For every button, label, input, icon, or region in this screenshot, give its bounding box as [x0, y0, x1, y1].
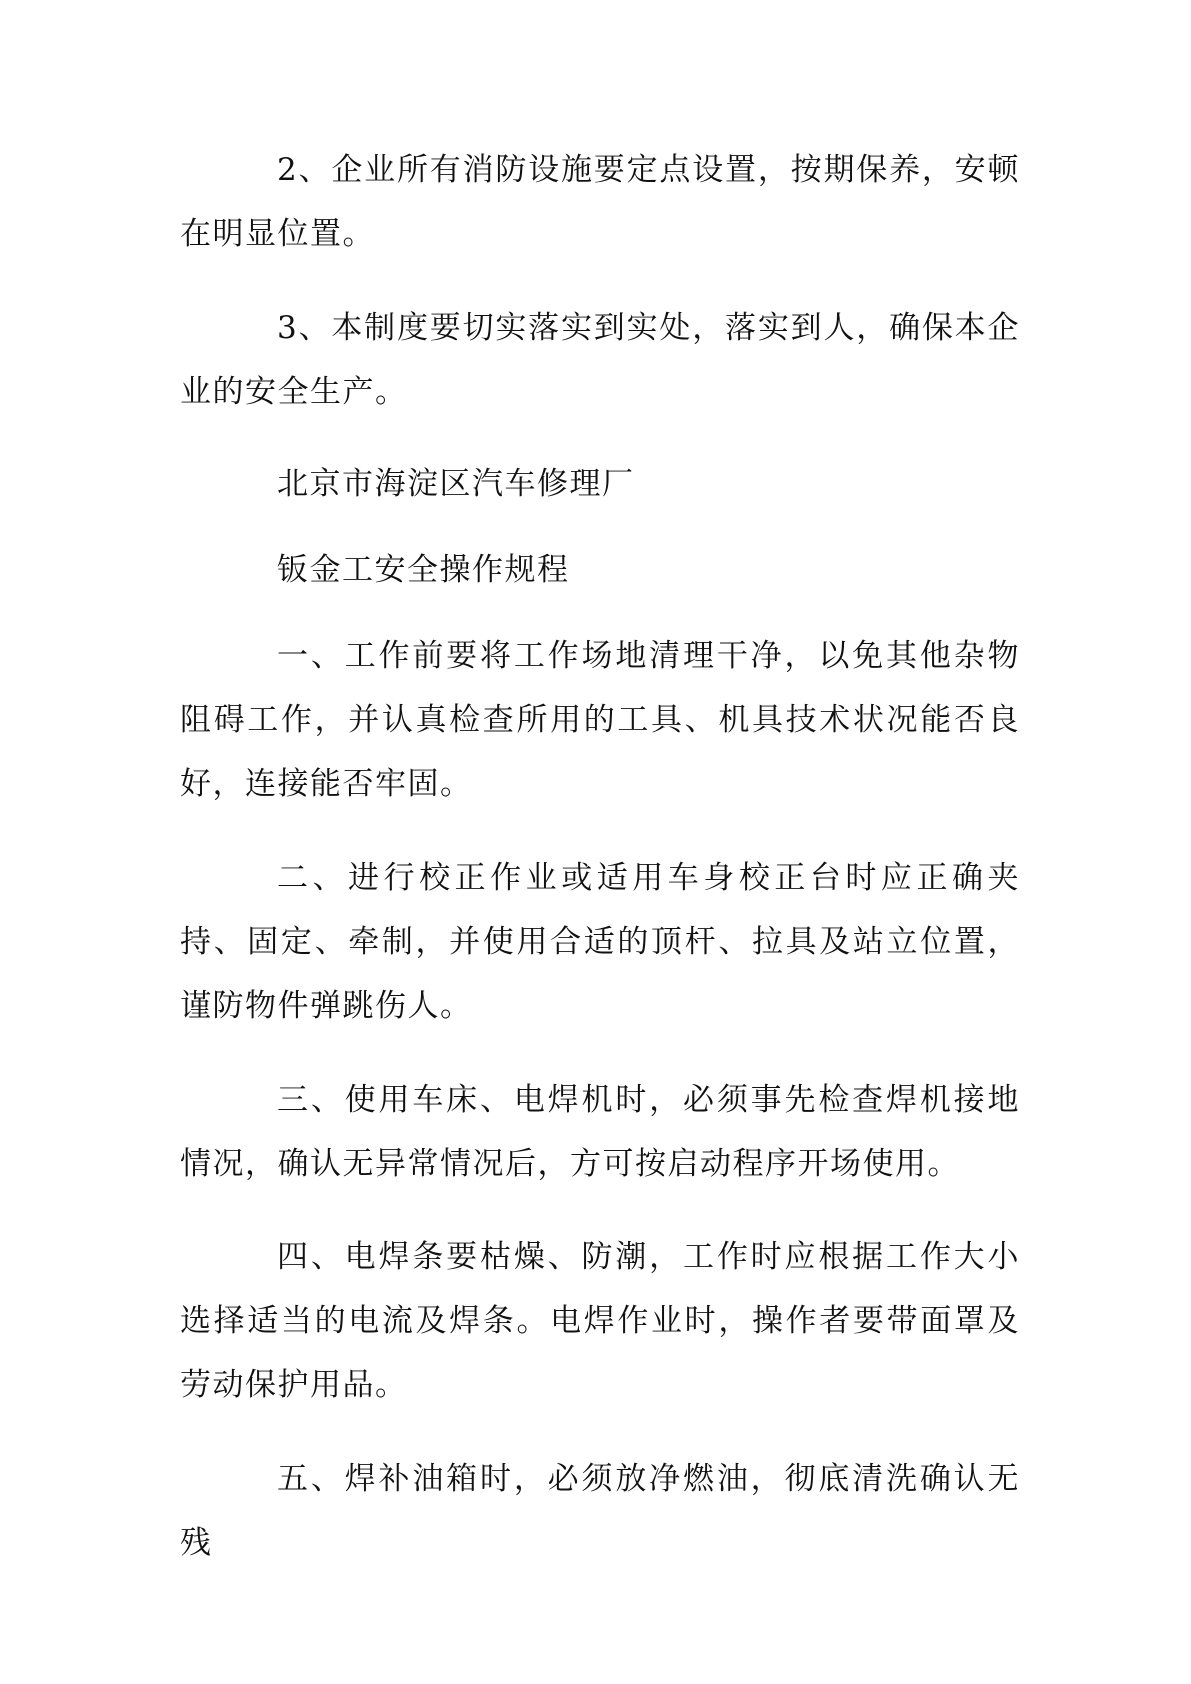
rule-5: 五、焊补油箱时，必须放净燃油，彻底清洗确认无残	[180, 1461, 1020, 1561]
paragraph-implementation: 3、本制度要切实落实到实处，落实到人，确保本企业的安全生产。	[180, 310, 1020, 410]
organization-name: 北京市海淀区汽车修理厂	[277, 466, 635, 502]
paragraph-fire-facilities: 2、企业所有消防设施要定点设置，按期保养，安顿在明显位置。	[180, 152, 1020, 252]
rule-3: 三、使用车床、电焊机时，必须事先检查焊机接地情况，确认无异常情况后，方可按启动程序开场使用。	[180, 1082, 1020, 1182]
rule-2: 二、进行校正作业或适用车身校正台时应正确夹持、固定、牵制，并使用合适的顶杆、拉具及站立位置，谨防物件弹跳伤人。	[180, 860, 1020, 1024]
rule-1: 一、工作前要将工作场地清理干净，以免其他杂物阻碍工作，并认真检查所用的工具、机具技术状况能否良好，连接能否牢固。	[180, 638, 1020, 802]
section-title: 钣金工安全操作规程	[277, 552, 570, 588]
rule-4: 四、电焊条要枯燥、防潮，工作时应根据工作大小选择适当的电流及焊条。电焊作业时，操作者要带面罩及劳动保护用品。	[180, 1239, 1020, 1403]
